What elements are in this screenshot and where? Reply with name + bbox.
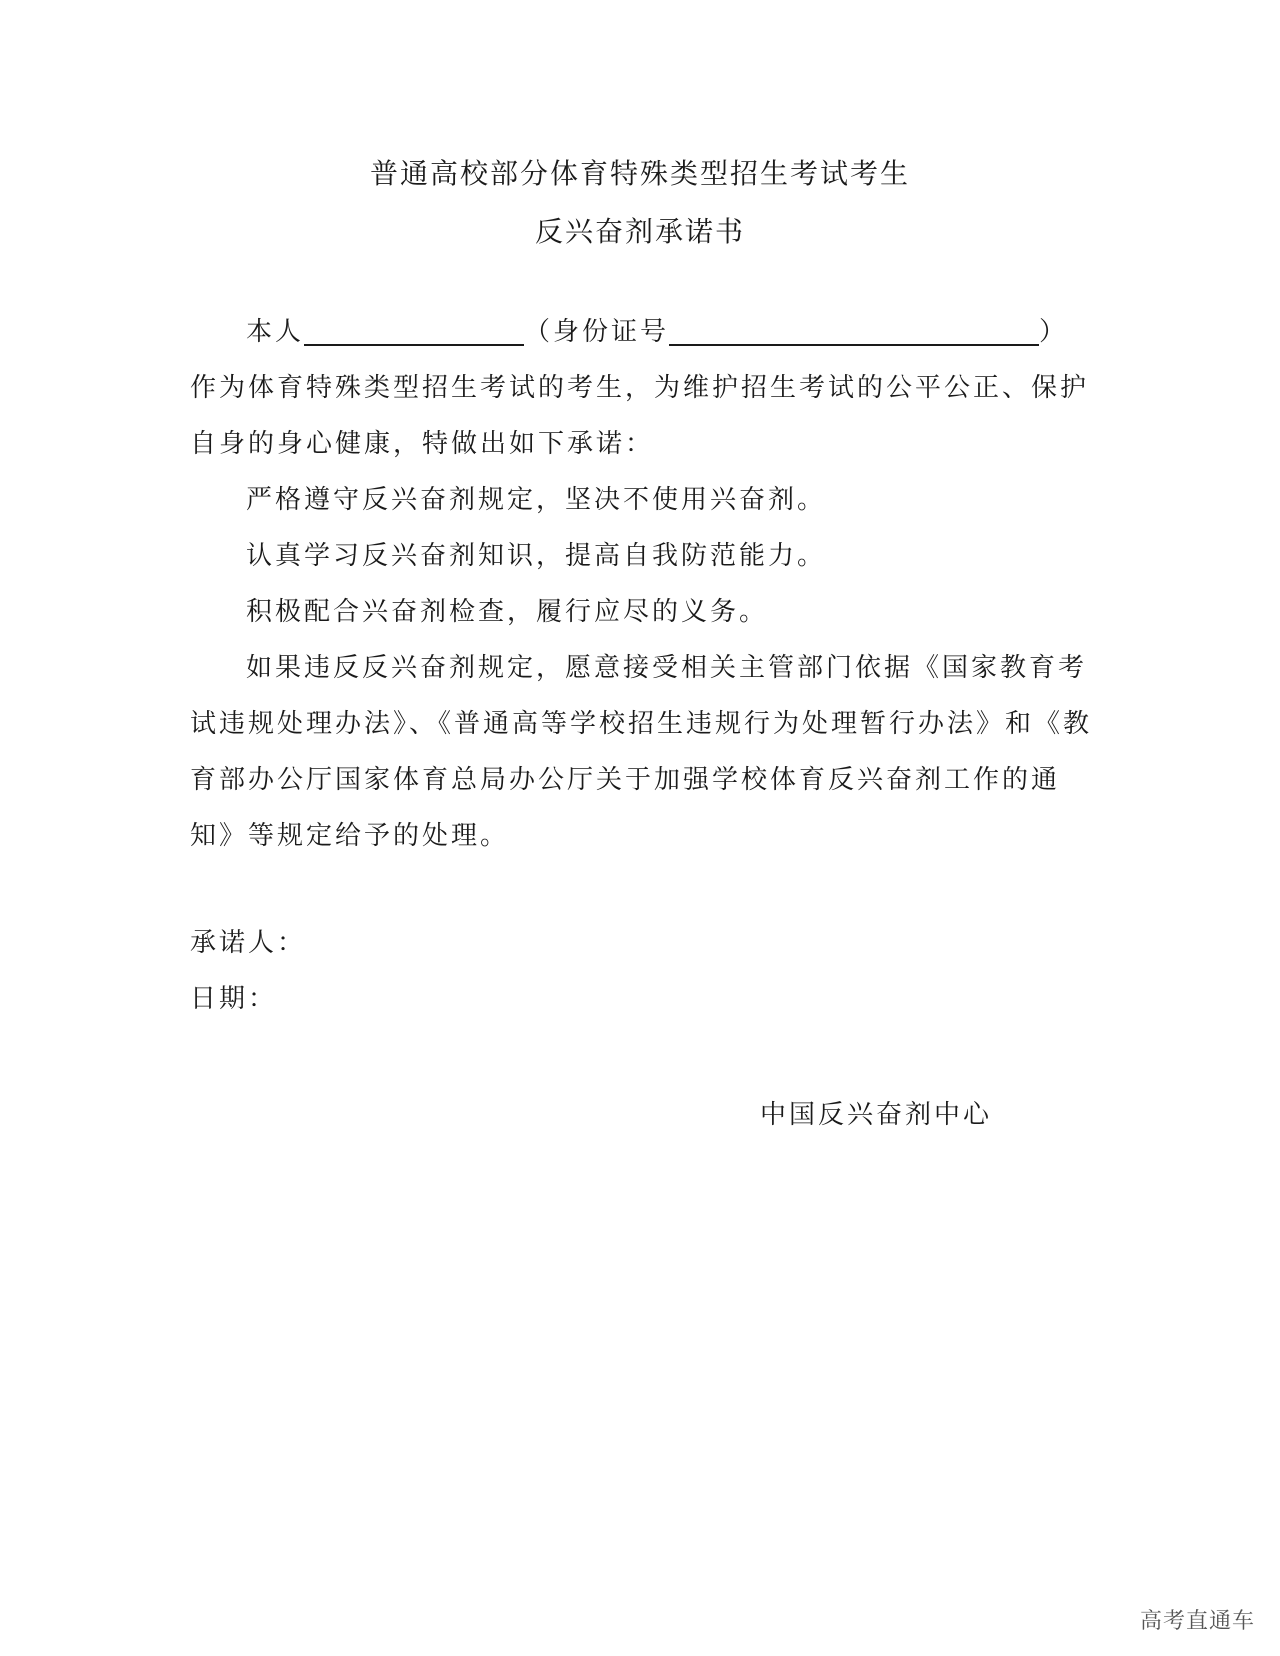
consequence-line: 试违规处理办法》、《普通高等学校招生违规行为处理暂行办法》和《教 bbox=[190, 709, 1093, 739]
commitment-item: 积极配合兴奋剂检查，履行应尽的义务。 bbox=[246, 597, 769, 627]
promiser-label: 承诺人： bbox=[190, 928, 307, 958]
id-number-label: （身份证号 bbox=[524, 317, 670, 347]
consequence-line: 知》等规定给予的处理。 bbox=[190, 821, 510, 851]
name-blank-line bbox=[304, 314, 524, 346]
issuing-organization: 中国反兴奋剂中心 bbox=[760, 1100, 993, 1130]
date-label: 日期： bbox=[190, 984, 278, 1014]
document-title-line2: 反兴奋剂承诺书 bbox=[534, 215, 745, 248]
id-number-blank-line bbox=[669, 314, 1039, 346]
watermark-text: 高考直通车 bbox=[1140, 1609, 1256, 1634]
declaration-line-3: 自身的身心健康，特做出如下承诺： bbox=[190, 429, 655, 459]
declaration-line-2: 作为体育特殊类型招生考试的考生，为维护招生考试的公平公正、保护 bbox=[190, 373, 1090, 403]
id-number-close: ） bbox=[1039, 317, 1069, 347]
declaration-prefix: 本人 bbox=[246, 317, 305, 347]
commitment-item: 认真学习反兴奋剂知识，提高自我防范能力。 bbox=[246, 541, 827, 571]
consequence-line: 如果违反反兴奋剂规定，愿意接受相关主管部门依据《国家教育考 bbox=[246, 653, 1088, 683]
consequence-line: 育部办公厅国家体育总局办公厅关于加强学校体育反兴奋剂工作的通 bbox=[190, 765, 1061, 795]
document-title-line1: 普通高校部分体育特殊类型招生考试考生 bbox=[369, 157, 910, 190]
declaration-line-1 bbox=[246, 304, 1068, 360]
commitment-item: 严格遵守反兴奋剂规定，坚决不使用兴奋剂。 bbox=[246, 485, 827, 515]
